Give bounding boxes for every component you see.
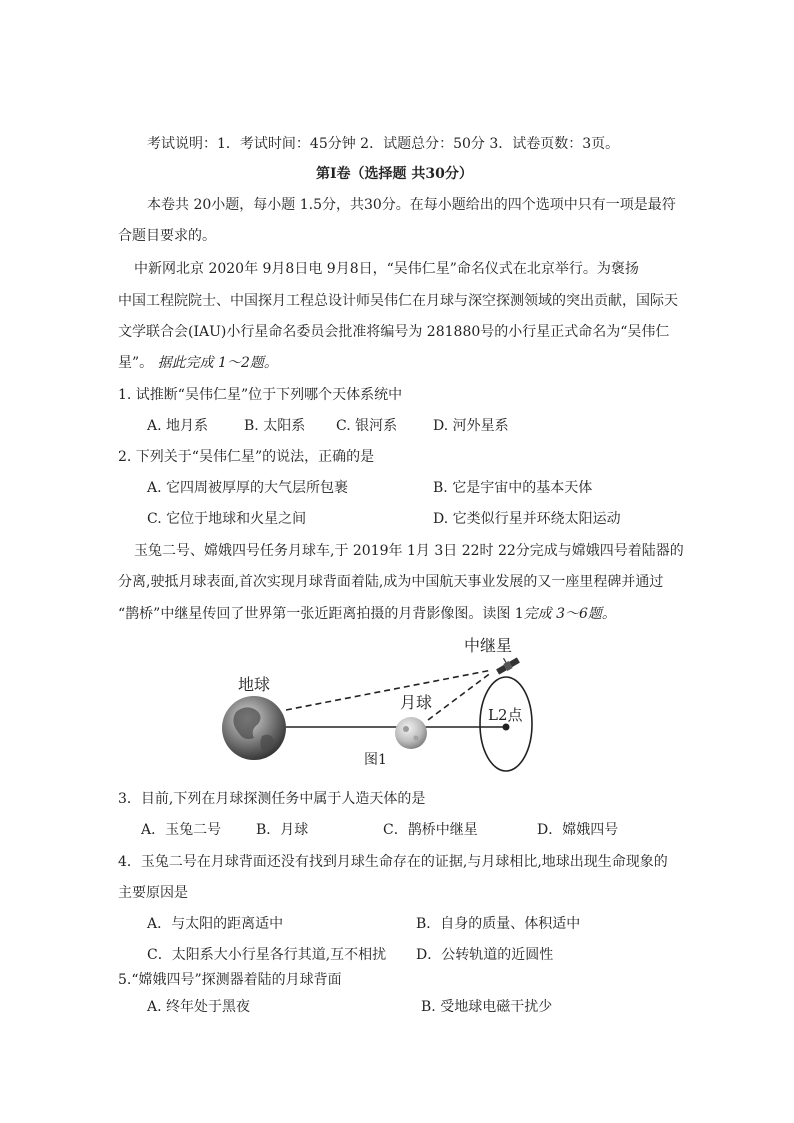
q4-option-d[interactable]: D．公转轨道的近圆性 (416, 947, 554, 963)
passage1-line4-text: 星”。 (118, 355, 158, 371)
section-intro-line2: 合题目要求的。 (118, 228, 216, 244)
q3-option-d[interactable]: D．嫦娥四号 (537, 822, 619, 838)
q3-stem: 3．目前,下列在月球探测任务中属于人造天体的是 (118, 791, 426, 807)
moon-icon (395, 717, 427, 749)
moon-label: 月球 (400, 693, 433, 712)
q1-option-c[interactable]: C. 银河系 (336, 418, 398, 434)
q2-stem: 2. 下列关于“吴伟仁星”的说法，正确的是 (118, 449, 375, 465)
q4-stem-line2: 主要原因是 (118, 885, 188, 901)
q3-option-c[interactable]: C．鹊桥中继星 (383, 822, 478, 838)
q3-option-b[interactable]: B．月球 (256, 822, 309, 838)
q5-option-b[interactable]: B. 受地球电磁干扰少 (421, 999, 553, 1015)
passage2-line1: 玉兔二号、嫦娥四号任务月球车,于 2019年 1月 3日 22时 22分完成与嫦娥四号着陆器的 (134, 543, 684, 559)
moon-to-relay-dashed-line (428, 672, 492, 720)
passage2-instruction: 完成 3～6题。 (523, 606, 616, 622)
earth-label: 地球 (238, 675, 271, 694)
passage2-line2: 分离,驶抵月球表面,首次实现月球背面着陆,成为中国航天事业发展的又一座里程碑并通过 (118, 574, 664, 590)
passage1-line4 (118, 353, 278, 373)
q1-option-d[interactable]: D. 河外星系 (433, 418, 509, 434)
q2-option-b[interactable]: B. 它是宇宙中的基本天体 (433, 480, 593, 496)
q2-option-a[interactable]: A. 它四周被厚厚的大气层所包裹 (147, 480, 349, 496)
q1-stem: 1. 试推断“吴伟仁星”位于下列哪个天体系统中 (118, 387, 403, 403)
passage1-line3: 文学联合会(IAU)小行星命名委员会批准将编号为 281880号的小行星正式命名为“吴伟仁 (118, 324, 670, 340)
passage1-line1: 中新网北京 2020年 9月8日电 9月8日，“吴伟仁星”命名仪式在北京举行。为褒扬 (134, 261, 639, 277)
q3-option-a[interactable]: A．玉兔二号 (141, 822, 222, 838)
q4-option-c[interactable]: C．太阳系大小行星各行其道,互不相扰 (147, 947, 387, 963)
section-intro-line1: 本卷共 20小题，每小题 1.5分，共30分。在每小题给出的四个选项中只有一项是最符 (147, 197, 676, 213)
q1-option-a[interactable]: A. 地月系 (147, 418, 209, 434)
passage1-instruction: 据此完成 1～2题。 (157, 355, 278, 371)
passage2-line3-text: “鹊桥”中继星传回了世界第一张近距离拍摄的月背影像图。读图 1 (118, 606, 524, 622)
figure-earth-moon-relay (200, 632, 560, 778)
relay-label: 中继星 (464, 636, 513, 655)
q4-option-a[interactable]: A．与太阳的距离适中 (147, 916, 284, 932)
q1-option-b[interactable]: B. 太阳系 (244, 418, 306, 434)
q2-option-d[interactable]: D. 它类似行星并环绕太阳运动 (433, 511, 621, 527)
section-title: 第Ⅰ卷（选择题 共30分） (316, 166, 473, 182)
figure-caption: 图1 (364, 752, 387, 768)
q4-option-b[interactable]: B．自身的质量、体积适中 (416, 916, 581, 932)
moon-crater-2 (414, 736, 419, 741)
q2-option-c[interactable]: C. 它位于地球和火星之间 (147, 511, 307, 527)
relay-satellite-icon (493, 652, 520, 675)
q5-stem: 5.“嫦娥四号”探测器着陆的月球背面 (118, 972, 342, 988)
moon-crater (403, 726, 409, 732)
q5-option-a[interactable]: A. 终年处于黑夜 (147, 999, 251, 1015)
passage1-line2: 中国工程院院士、中国探月工程总设计师吴伟仁在月球与深空探测领域的突出贡献，国际天 (118, 293, 678, 309)
q4-stem-line1: 4．玉兔二号在月球背面还没有找到月球生命存在的证据,与月球相比,地球出现生命现象的 (118, 854, 668, 870)
l2-point-marker (503, 724, 510, 731)
passage2-line3 (118, 604, 616, 624)
earth-to-relay-dashed-line (286, 670, 492, 710)
l2-label: L2点 (488, 706, 523, 724)
exam-notes: 考试说明：1．考试时间：45分钟 2．试题总分：50分 3．试卷页数：3页。 (147, 136, 620, 152)
